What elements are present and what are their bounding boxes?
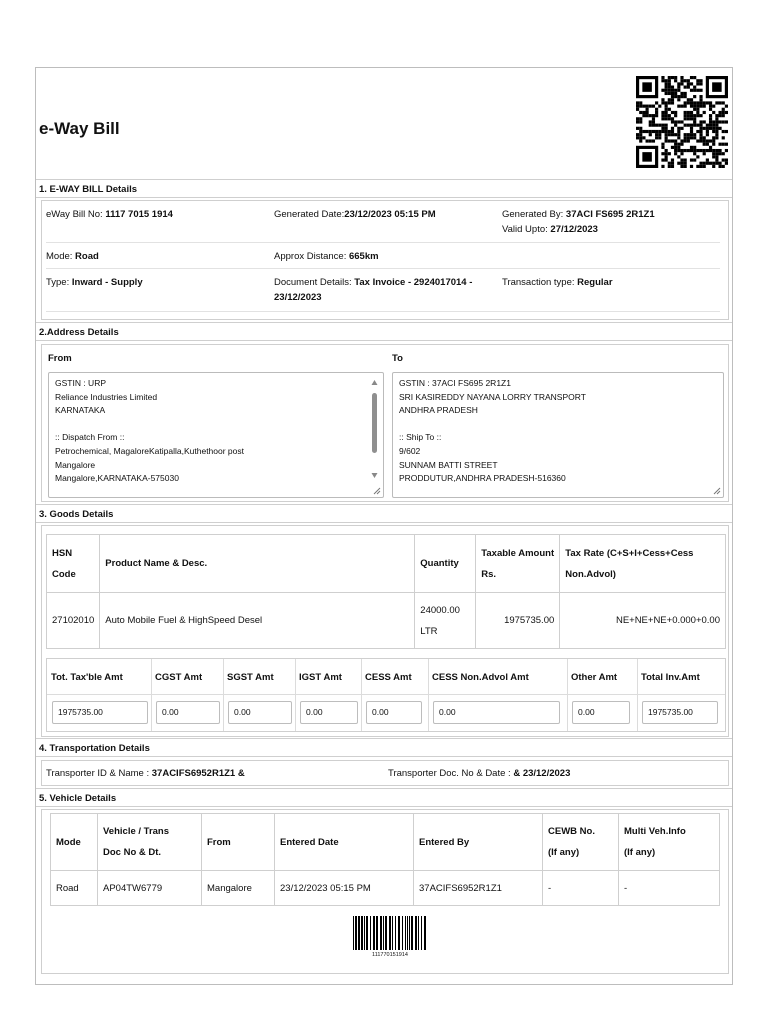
goods-box bbox=[41, 525, 729, 737]
address-line: PRODDUTUR,ANDHRA PRADESH-516360 bbox=[399, 473, 566, 484]
product-cell: Auto Mobile Fuel & HighSpeed Desel bbox=[100, 593, 415, 649]
distance-label: Approx Distance: bbox=[274, 251, 349, 262]
resize-handle-icon[interactable] bbox=[373, 487, 381, 495]
total-value-field[interactable]: 1975735.00 bbox=[52, 701, 148, 724]
valid-upto: 27/12/2023 bbox=[550, 224, 598, 235]
gen-date: 23/12/2023 05:15 PM bbox=[344, 209, 436, 220]
total-value-field[interactable]: 0.00 bbox=[300, 701, 358, 724]
barcode-text: 111770151914 bbox=[372, 952, 408, 958]
mode: Road bbox=[75, 251, 99, 262]
total-label: Other Amt bbox=[571, 672, 618, 683]
resize-handle-icon[interactable] bbox=[713, 487, 721, 495]
address-line: Mangalore,KARNATAKA-575030 bbox=[55, 473, 179, 484]
total-label: IGST Amt bbox=[299, 672, 342, 683]
transporter-id-label: Transporter ID & Name : bbox=[46, 768, 152, 779]
cewb-header: CEWB No. bbox=[548, 826, 595, 837]
multi-veh-header: Multi Veh.Info bbox=[624, 826, 686, 837]
from-label: From bbox=[48, 353, 72, 364]
column-divider bbox=[151, 659, 152, 731]
address-line: GSTIN : URP bbox=[55, 378, 107, 388]
table-row: 27102010 Auto Mobile Fuel & HighSpeed Desel 24000.00 LTR 1975735.00 NE+NE+NE+0.000+0.00 bbox=[47, 593, 726, 649]
address-box bbox=[41, 344, 729, 502]
total-label: SGST Amt bbox=[227, 672, 274, 683]
ewb-details-heading: 1. E-WAY BILL Details bbox=[36, 179, 732, 198]
from-address-lines bbox=[55, 377, 377, 486]
column-divider bbox=[295, 659, 296, 731]
address-line: Reliance Industries Limited bbox=[55, 391, 158, 402]
transporter-doc-label: Transporter Doc. No & Date : bbox=[388, 768, 514, 779]
gen-by: 37ACI FS695 2R1Z1 bbox=[565, 209, 655, 220]
eway-bill-page bbox=[35, 67, 733, 985]
doc-line-1: Tax Invoice - 2924017014 - bbox=[354, 277, 473, 288]
to-address-lines bbox=[399, 377, 717, 486]
mode-cell: Road bbox=[51, 871, 98, 906]
total-value-field[interactable]: 0.00 bbox=[366, 701, 422, 724]
vehicle-cell: AP04TW6779 bbox=[98, 871, 202, 906]
qty-cell: 24000.00 bbox=[420, 604, 460, 616]
scrollbar[interactable] bbox=[371, 379, 378, 483]
ewb-details-box bbox=[41, 200, 729, 320]
vehicle-heading: 5. Vehicle Details bbox=[36, 788, 732, 807]
from-address-textarea[interactable] bbox=[48, 372, 384, 498]
cewb-cell: - bbox=[543, 871, 619, 906]
total-label: CGST Amt bbox=[155, 672, 203, 683]
taxable-header: Taxable Amount bbox=[481, 547, 555, 559]
address-line: ANDHRA PRADESH bbox=[399, 405, 478, 416]
entered-date-header: Entered Date bbox=[275, 814, 414, 871]
goods-table bbox=[46, 534, 726, 649]
transporter-id: 37ACIFS6952R1Z1 & bbox=[151, 768, 245, 779]
page-title: e-Way Bill bbox=[39, 119, 120, 138]
divider bbox=[46, 242, 720, 243]
transport-box bbox=[41, 760, 729, 786]
column-divider bbox=[223, 659, 224, 731]
txn-label: Transaction type: bbox=[502, 277, 578, 288]
doc-line-2: 23/12/2023 bbox=[274, 292, 322, 303]
total-label: Tot. Tax'ble Amt bbox=[51, 672, 123, 683]
total-label: CESS Amt bbox=[365, 672, 412, 683]
bill-no-label: eWay Bill No: bbox=[46, 209, 106, 220]
vehicle-header: Vehicle / Trans bbox=[103, 826, 170, 837]
to-label: To bbox=[392, 353, 403, 364]
address-line bbox=[55, 418, 377, 432]
mode-header: Mode bbox=[51, 814, 98, 871]
divider bbox=[46, 268, 720, 269]
column-divider bbox=[361, 659, 362, 731]
type: Inward - Supply bbox=[71, 277, 143, 288]
tax-rate-header: Tax Rate (C+S+I+Cess+Cess bbox=[565, 547, 694, 559]
from-header: From bbox=[202, 814, 275, 871]
vehicle-table bbox=[50, 813, 720, 906]
address-line: KARNATAKA bbox=[55, 405, 106, 416]
goods-heading: 3. Goods Details bbox=[36, 504, 732, 523]
column-divider bbox=[428, 659, 429, 731]
address-line: :: Ship To :: bbox=[399, 432, 442, 443]
mode-label: Mode: bbox=[46, 251, 76, 262]
entered-by-cell: 37ACIFS6952R1Z1 bbox=[414, 871, 543, 906]
distance: 665km bbox=[348, 251, 379, 262]
divider bbox=[47, 694, 725, 695]
total-label: CESS Non.Advol Amt bbox=[432, 672, 529, 683]
bill-no: 1117 7015 1914 bbox=[105, 209, 173, 220]
hsn-header: HSN bbox=[52, 547, 73, 559]
multi-veh-cell: - bbox=[619, 871, 720, 906]
column-divider bbox=[637, 659, 638, 731]
address-line: 9/602 bbox=[399, 445, 421, 456]
total-value-field[interactable]: 1975735.00 bbox=[642, 701, 718, 724]
entered-by-header: Entered By bbox=[414, 814, 543, 871]
vehicle-box bbox=[41, 809, 729, 974]
gen-date-label: Generated Date: bbox=[274, 209, 345, 220]
divider bbox=[46, 311, 720, 312]
hsn-cell: 27102010 bbox=[47, 593, 100, 649]
to-address-textarea[interactable] bbox=[392, 372, 724, 498]
qr-code-icon bbox=[636, 76, 728, 168]
address-line bbox=[399, 418, 717, 432]
column-divider bbox=[567, 659, 568, 731]
total-value-field[interactable]: 0.00 bbox=[572, 701, 630, 724]
address-line: Mangalore bbox=[55, 459, 96, 470]
taxable-cell: 1975735.00 bbox=[476, 593, 560, 649]
totals-panel bbox=[46, 658, 726, 732]
total-label: Total Inv.Amt bbox=[641, 672, 700, 683]
address-line: Petrochemical, MagaloreKatipalla,Kuthethoor post bbox=[55, 445, 244, 456]
transport-heading: 4. Transportation Details bbox=[36, 738, 732, 757]
barcode-icon bbox=[353, 916, 427, 950]
address-line: :: Dispatch From :: bbox=[55, 432, 125, 443]
product-header: Product Name & Desc. bbox=[100, 535, 415, 593]
total-value-field[interactable]: 0.00 bbox=[433, 701, 560, 724]
valid-label: Valid Upto: bbox=[502, 224, 551, 235]
entered-date-cell: 23/12/2023 05:15 PM bbox=[275, 871, 414, 906]
address-heading: 2.Address Details bbox=[36, 322, 732, 341]
table-row bbox=[51, 871, 720, 906]
total-value-field[interactable]: 0.00 bbox=[156, 701, 220, 724]
txn-type: Regular bbox=[577, 277, 613, 288]
goods-header-row: HSN Code Product Name & Desc. Quantity Taxable Amount Rs. Tax Rate (C+S+I+Cess+Cess Non.Advol) bbox=[47, 535, 726, 593]
transporter-doc: & 23/12/2023 bbox=[513, 768, 571, 779]
vehicle-header-row: Mode Vehicle / Trans Doc No & Dt. From Entered Date Entered By CEWB No. (If any) Multi Veh.Info (If any) bbox=[51, 814, 720, 871]
doc-label: Document Details: bbox=[274, 277, 355, 288]
tax-rate-cell: NE+NE+NE+0.000+0.00 bbox=[560, 593, 726, 649]
total-value-field[interactable]: 0.00 bbox=[228, 701, 292, 724]
gen-by-label: Generated By: bbox=[502, 209, 566, 220]
address-line: GSTIN : 37ACI FS695 2R1Z1 bbox=[399, 378, 511, 388]
quantity-header: Quantity bbox=[415, 535, 476, 593]
address-line: SUNNAM BATTI STREET bbox=[399, 459, 498, 470]
from-cell: Mangalore bbox=[202, 871, 275, 906]
type-label: Type: bbox=[46, 277, 72, 288]
address-line: SRI KASIREDDY NAYANA LORRY TRANSPORT bbox=[399, 391, 586, 402]
